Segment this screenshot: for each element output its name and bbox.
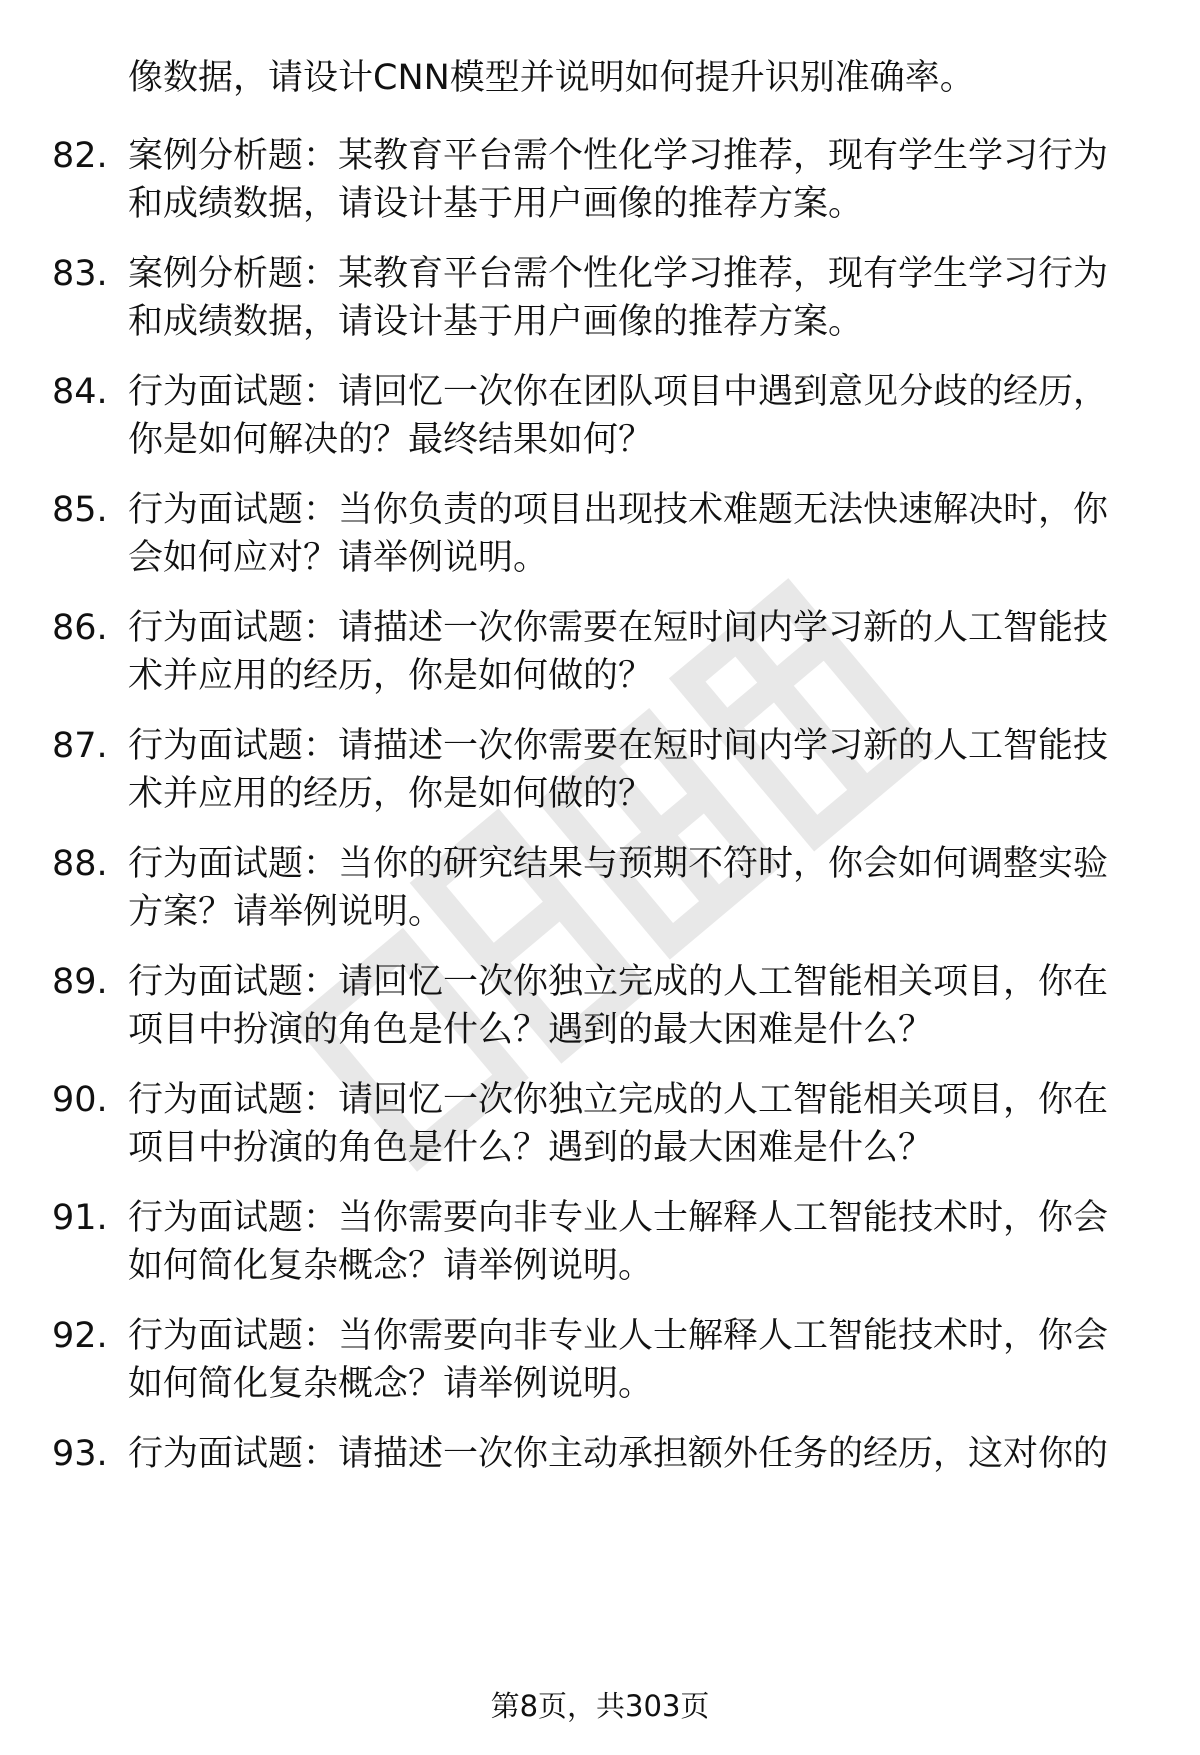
item-line-1: 行为面试题：请描述一次你需要在短时间内学习新的人工智能技 (128, 726, 1109, 766)
item-line-2: 方案？请举例说明。 (128, 892, 444, 932)
item-line-2: 如何简化复杂概念？请举例说明。 (128, 1364, 654, 1404)
item-line-1: 行为面试题：请回忆一次你独立完成的人工智能相关项目，你在 (128, 962, 1109, 1002)
item-number: 83. (52, 254, 108, 294)
item-line-1: 行为面试题：请描述一次你需要在短时间内学习新的人工智能技 (128, 608, 1109, 648)
item-number: 91. (52, 1198, 108, 1238)
item-number: 88. (52, 844, 108, 884)
item-line-1: 案例分析题：某教育平台需个性化学习推荐，现有学生学习行为 (128, 254, 1109, 294)
item-line-2: 术并应用的经历，你是如何做的？ (128, 656, 654, 696)
item-line-2: 项目中扮演的角色是什么？遇到的最大困难是什么？ (128, 1010, 934, 1050)
item-line-1: 行为面试题：当你需要向非专业人士解释人工智能技术时，你会 (128, 1316, 1109, 1356)
item-line-1: 行为面试题：请回忆一次你独立完成的人工智能相关项目，你在 (128, 1080, 1109, 1120)
item-line-1: 案例分析题：某教育平台需个性化学习推荐，现有学生学习行为 (128, 136, 1109, 176)
item-number: 86. (52, 608, 108, 648)
item-number: 89. (52, 962, 108, 1002)
item-line-2: 术并应用的经历，你是如何做的？ (128, 774, 654, 814)
item-line-1: 行为面试题：当你负责的项目出现技术难题无法快速解决时，你 (128, 490, 1109, 530)
item-line-2: 和成绩数据，请设计基于用户画像的推荐方案。 (128, 184, 864, 224)
item-line-1: 行为面试题：当你的研究结果与预期不符时，你会如何调整实验 (128, 844, 1109, 884)
item-line-2: 项目中扮演的角色是什么？遇到的最大困难是什么？ (128, 1128, 934, 1168)
item-number: 84. (52, 372, 108, 412)
item-number: 93. (52, 1434, 108, 1474)
carryover-line: 像数据，请设计CNN模型并说明如何提升识别准确率。 (128, 58, 975, 98)
item-line-1: 行为面试题：请回忆一次你在团队项目中遇到意见分歧的经历， (128, 372, 1109, 412)
item-number: 92. (52, 1316, 108, 1356)
item-line-2: 和成绩数据，请设计基于用户画像的推荐方案。 (128, 302, 864, 342)
item-number: 90. (52, 1080, 108, 1120)
item-line-1: 行为面试题：请描述一次你主动承担额外任务的经历，这对你的 (128, 1434, 1109, 1474)
item-number: 87. (52, 726, 108, 766)
item-line-2: 你是如何解决的？最终结果如何？ (128, 420, 654, 460)
item-line-2: 会如何应对？请举例说明。 (128, 538, 549, 578)
item-number: 82. (52, 136, 108, 176)
item-line-2: 如何简化复杂概念？请举例说明。 (128, 1246, 654, 1286)
item-line-1: 行为面试题：当你需要向非专业人士解释人工智能技术时，你会 (128, 1198, 1109, 1238)
item-number: 85. (52, 490, 108, 530)
page-number-footer: 第8页，共303页 (490, 1689, 710, 1723)
